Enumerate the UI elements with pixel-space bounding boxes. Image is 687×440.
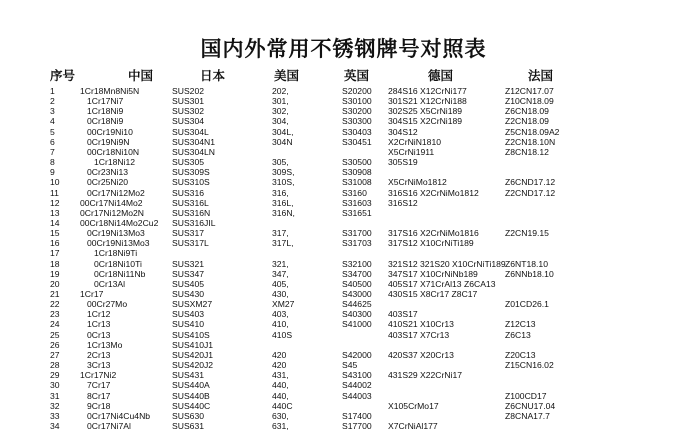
japan-grade-cell: SUS420J2: [172, 360, 214, 371]
france-grade-cell: Z8CNA17.7: [505, 410, 550, 421]
usa-grade-cell: 347,: [272, 268, 289, 279]
uk-grade-cell: S30200: [342, 106, 372, 117]
japan-grade-cell: SUS440C: [172, 400, 211, 411]
germany-grade-cell: 301S21 X12CrNi188: [388, 96, 467, 107]
header-france: 法国: [528, 68, 554, 83]
japan-grade-cell: SUS316: [172, 187, 205, 198]
china-grade-cell: 0Cr19Ni9N: [87, 136, 130, 147]
china-grade-cell: 00Cr18Ni10N: [87, 146, 140, 157]
row-number-cell: 34: [50, 420, 60, 431]
table-row: [0, 96, 687, 106]
uk-grade-cell: S34700: [342, 268, 372, 279]
china-grade-cell: 1Cr18Ni9Ti: [94, 248, 138, 259]
china-grade-cell: 1Cr12: [87, 309, 111, 320]
uk-grade-cell: S43100: [342, 370, 372, 381]
china-grade-cell: 9Cr18: [87, 400, 111, 411]
row-number-cell: 25: [50, 329, 60, 340]
table-row: [0, 167, 687, 177]
china-grade-cell: 3Cr13: [87, 360, 111, 371]
row-number-cell: 26: [50, 339, 60, 350]
uk-grade-cell: S31703: [342, 238, 372, 249]
uk-grade-cell: S40300: [342, 309, 372, 320]
table-row: [0, 147, 687, 157]
china-grade-cell: 00Cr17Ni14Mo2: [80, 197, 143, 208]
germany-grade-cell: 431S29 X22CrNi17: [388, 370, 463, 381]
page-title: 国内外常用不锈钢牌号对照表: [200, 37, 487, 61]
table-row: [0, 340, 687, 350]
table-row: [0, 218, 687, 228]
germany-grade-cell: 302S25 X5CrNi189: [388, 106, 463, 117]
usa-grade-cell: 410S: [272, 329, 293, 340]
japan-grade-cell: SUS316JIL: [172, 217, 216, 228]
germany-grade-cell: 321S12 321S20 X10CrNiTi189: [388, 258, 506, 269]
uk-grade-cell: S30451: [342, 136, 372, 147]
usa-grade-cell: 316,: [272, 187, 289, 198]
japan-grade-cell: SUS410J1: [172, 339, 214, 350]
france-grade-cell: Z5CN18.09A2: [505, 126, 560, 137]
row-number-cell: 14: [50, 217, 60, 228]
germany-grade-cell: 403S17 X7Cr13: [388, 329, 450, 340]
france-grade-cell: Z12C13: [505, 319, 536, 330]
table-row: [0, 309, 687, 319]
uk-grade-cell: S43000: [342, 289, 372, 299]
uk-grade-cell: S30403: [342, 126, 372, 137]
china-grade-cell: 00Cr19Ni10: [87, 126, 133, 137]
uk-grade-cell: S30908: [342, 167, 372, 178]
row-number-cell: 11: [50, 187, 59, 198]
france-grade-cell: Z2CN19.15: [505, 228, 549, 239]
table-row: [0, 269, 687, 279]
japan-grade-cell: SUS304L: [172, 126, 209, 137]
japan-grade-cell: SUS410: [172, 319, 205, 330]
germany-grade-cell: 304S12: [388, 126, 418, 137]
table-row: [0, 299, 687, 309]
usa-grade-cell: 317,: [272, 228, 289, 239]
usa-grade-cell: 420: [272, 349, 287, 360]
china-grade-cell: 00Cr18Ni14Mo2Cu2: [80, 217, 159, 228]
table-row: [0, 279, 687, 289]
table-row: [0, 238, 687, 248]
table-row: [0, 248, 687, 258]
table-row: [0, 198, 687, 208]
row-number-cell: 9: [50, 167, 55, 178]
row-number-cell: 31: [50, 390, 60, 401]
table-row: [0, 411, 687, 421]
china-grade-cell: 1Cr17Ni2: [80, 370, 117, 381]
table-row: [0, 157, 687, 167]
france-grade-cell: Z6CN18.09: [505, 106, 549, 117]
china-grade-cell: 0Cr18Ni9: [87, 116, 124, 127]
japan-grade-cell: SUS304: [172, 116, 205, 127]
usa-grade-cell: 316L,: [272, 197, 294, 208]
france-grade-cell: Z20C13: [505, 349, 536, 360]
usa-grade-cell: 440,: [272, 390, 289, 401]
table-row: [0, 391, 687, 401]
france-grade-cell: Z2CN18.09: [505, 116, 549, 127]
row-number-cell: 23: [50, 309, 60, 320]
japan-grade-cell: SUSXM27: [172, 299, 213, 310]
row-number-cell: 30: [50, 380, 60, 391]
table-row: [0, 319, 687, 329]
row-number-cell: 7: [50, 146, 55, 157]
usa-grade-cell: 301,: [272, 96, 289, 107]
uk-grade-cell: S31651: [342, 207, 372, 218]
row-number-cell: 16: [50, 238, 60, 249]
uk-grade-cell: S31700: [342, 228, 372, 239]
china-grade-cell: 0Cr17Ni12Mo2: [87, 187, 145, 198]
usa-grade-cell: 321,: [272, 258, 289, 269]
row-number-cell: 5: [50, 126, 55, 137]
japan-grade-cell: SUS304N1: [172, 136, 215, 147]
japan-grade-cell: SUS316N: [172, 207, 211, 218]
uk-grade-cell: S40500: [342, 278, 372, 289]
usa-grade-cell: 310S,: [272, 177, 295, 188]
japan-grade-cell: SUS304LN: [172, 146, 215, 157]
japan-grade-cell: SUS410S: [172, 329, 210, 340]
table-row: [0, 116, 687, 126]
germany-grade-cell: 317S16 X2CrNiMo1816: [388, 228, 479, 239]
japan-grade-cell: SUS431: [172, 370, 205, 381]
japan-grade-cell: SUS420J1: [172, 349, 214, 360]
usa-grade-cell: 309S,: [272, 167, 295, 178]
china-grade-cell: 1Cr17: [80, 289, 104, 299]
table-row: [0, 330, 687, 340]
usa-grade-cell: 431,: [272, 370, 289, 381]
japan-grade-cell: SUS347: [172, 268, 205, 279]
china-grade-cell: 1Cr17Ni7: [87, 96, 124, 107]
row-number-cell: 4: [50, 116, 55, 127]
usa-grade-cell: 305,: [272, 157, 289, 168]
japan-grade-cell: SUS430: [172, 289, 205, 299]
japan-grade-cell: SUS309S: [172, 167, 210, 178]
usa-grade-cell: 202,: [272, 86, 289, 96]
usa-grade-cell: 316N,: [272, 207, 295, 218]
uk-grade-cell: S44002: [342, 380, 372, 391]
germany-grade-cell: X7CrNiAl177: [388, 420, 438, 431]
japan-grade-cell: SUS630: [172, 410, 205, 421]
germany-grade-cell: X5CrNi1911: [388, 146, 435, 157]
germany-grade-cell: 420S37 X20Cr13: [388, 349, 454, 360]
germany-grade-cell: 317S12 X10CrNiTi189: [388, 238, 474, 249]
france-grade-cell: Z10CN18.09: [505, 96, 554, 107]
header-no: 序号: [50, 68, 76, 83]
table-row: [0, 127, 687, 137]
france-grade-cell: Z15CN16.02: [505, 360, 554, 371]
japan-grade-cell: SUS202: [172, 86, 205, 96]
france-grade-cell: Z6NT18.10: [505, 258, 548, 269]
row-number-cell: 8: [50, 157, 55, 168]
table-row: [0, 380, 687, 390]
japan-grade-cell: SUS301: [172, 96, 205, 107]
germany-grade-cell: X105CrMo17: [388, 400, 439, 411]
japan-grade-cell: SUS405: [172, 278, 205, 289]
row-number-cell: 2: [50, 96, 55, 107]
china-grade-cell: 0Cr17Ni4Cu4Nb: [87, 410, 151, 421]
uk-grade-cell: S17400: [342, 410, 372, 421]
row-number-cell: 22: [50, 299, 60, 310]
row-number-cell: 19: [50, 268, 60, 279]
china-grade-cell: 7Cr17: [87, 380, 111, 391]
table-row: [0, 228, 687, 238]
row-number-cell: 27: [50, 349, 60, 360]
france-grade-cell: Z6C13: [505, 329, 531, 340]
china-grade-cell: 0Cr23Ni13: [87, 167, 129, 178]
china-grade-cell: 0Cr19Ni13Mo3: [87, 228, 145, 239]
usa-grade-cell: XM27: [272, 299, 295, 310]
china-grade-cell: 0Cr17Ni12Mo2N: [80, 207, 145, 218]
uk-grade-cell: S41000: [342, 319, 372, 330]
uk-grade-cell: S30500: [342, 157, 372, 168]
row-number-cell: 13: [50, 207, 60, 218]
france-grade-cell: Z6CNU17.04: [505, 400, 556, 411]
japan-grade-cell: SUS317L: [172, 238, 209, 249]
china-grade-cell: 00Cr27Mo: [87, 299, 128, 310]
germany-grade-cell: 430S15 X8Cr17 Z8C17: [388, 289, 478, 299]
uk-grade-cell: S17700: [342, 420, 372, 431]
uk-grade-cell: S32100: [342, 258, 372, 269]
usa-grade-cell: 410,: [272, 319, 289, 330]
usa-grade-cell: 630,: [272, 410, 289, 421]
usa-grade-cell: 631,: [272, 420, 289, 431]
germany-grade-cell: 347S17 X10CrNiNb189: [388, 268, 478, 279]
uk-grade-cell: S30100: [342, 96, 372, 107]
japan-grade-cell: SUS440B: [172, 390, 210, 401]
china-grade-cell: 1Cr18Mn8Ni5N: [80, 86, 140, 96]
japan-grade-cell: SUS317: [172, 228, 205, 239]
row-number-cell: 15: [50, 228, 60, 239]
header-usa: 美国: [274, 68, 300, 83]
france-grade-cell: Z6NNb18.10: [505, 268, 554, 279]
china-grade-cell: 0Cr13Al: [94, 278, 126, 289]
usa-grade-cell: 405,: [272, 278, 289, 289]
germany-grade-cell: 410S21 X10Cr13: [388, 319, 454, 330]
row-number-cell: 17: [50, 248, 60, 259]
france-grade-cell: Z12CN17.07: [505, 86, 554, 96]
uk-grade-cell: S3160: [342, 187, 367, 198]
china-grade-cell: 0Cr17Ni7Al: [87, 420, 131, 431]
france-grade-cell: Z100CD17: [505, 390, 547, 401]
row-number-cell: 21: [50, 289, 60, 299]
france-grade-cell: Z01CD26.1: [505, 299, 549, 310]
table-row: [0, 86, 687, 96]
china-grade-cell: 0Cr18Ni11Nb: [94, 268, 146, 279]
usa-grade-cell: 420: [272, 360, 287, 371]
france-grade-cell: Z8CN18.12: [505, 146, 549, 157]
china-grade-cell: 0Cr18Ni10Ti: [94, 258, 142, 269]
germany-grade-cell: 304S15 X2CrNi189: [388, 116, 463, 127]
table-row: [0, 289, 687, 299]
table-row: [0, 401, 687, 411]
uk-grade-cell: S20200: [342, 86, 372, 96]
germany-grade-cell: 405S17 X71CrAl13 Z6CA13: [388, 278, 496, 289]
germany-grade-cell: 284S16 X12CrNi177: [388, 86, 467, 96]
japan-grade-cell: SUS321: [172, 258, 205, 269]
header-germany: 德国: [428, 68, 454, 83]
china-grade-cell: 2Cr13: [87, 349, 111, 360]
row-number-cell: 3: [50, 106, 55, 117]
france-grade-cell: Z2CND17.12: [505, 187, 556, 198]
table-row: [0, 208, 687, 218]
france-grade-cell: Z2CN18.10N: [505, 136, 556, 147]
usa-grade-cell: 440,: [272, 380, 289, 391]
uk-grade-cell: S45: [342, 360, 358, 371]
germany-grade-cell: 316S12: [388, 197, 418, 208]
table-row: [0, 188, 687, 198]
row-number-cell: 24: [50, 319, 60, 330]
header-japan: 日本: [200, 68, 226, 83]
row-number-cell: 10: [50, 177, 60, 188]
uk-grade-cell: S44625: [342, 299, 372, 310]
germany-grade-cell: 316S16 X2CrNiMo1812: [388, 187, 479, 198]
table-row: [0, 106, 687, 116]
usa-grade-cell: 304,: [272, 116, 289, 127]
table-row: [0, 350, 687, 360]
china-grade-cell: 1Cr18Ni9: [87, 106, 124, 117]
table-row: [0, 370, 687, 380]
table-row: [0, 259, 687, 269]
japan-grade-cell: SUS310S: [172, 177, 210, 188]
usa-grade-cell: 317L,: [272, 238, 294, 249]
uk-grade-cell: S30300: [342, 116, 372, 127]
usa-grade-cell: 403,: [272, 309, 289, 320]
usa-grade-cell: 304N: [272, 136, 293, 147]
header-uk: 英国: [344, 68, 370, 83]
china-grade-cell: 1Cr13: [87, 319, 111, 330]
row-number-cell: 32: [50, 400, 60, 411]
header-china: 中国: [128, 68, 154, 83]
uk-grade-cell: S31603: [342, 197, 372, 208]
table-row: [0, 137, 687, 147]
china-grade-cell: 0Cr25Ni20: [87, 177, 129, 188]
china-grade-cell: 1Cr18Ni12: [94, 157, 136, 168]
germany-grade-cell: 305S19: [388, 157, 418, 168]
row-number-cell: 28: [50, 360, 60, 371]
row-number-cell: 33: [50, 410, 60, 421]
row-number-cell: 12: [50, 197, 60, 208]
japan-grade-cell: SUS403: [172, 309, 205, 320]
germany-grade-cell: 403S17: [388, 309, 418, 320]
uk-grade-cell: S44003: [342, 390, 372, 401]
row-number-cell: 20: [50, 278, 60, 289]
china-grade-cell: 8Cr17: [87, 390, 111, 401]
germany-grade-cell: X2CrNiN1810: [388, 136, 442, 147]
china-grade-cell: 00Cr19Ni13Mo3: [87, 238, 150, 249]
china-grade-cell: 0Cr13: [87, 329, 111, 340]
row-number-cell: 18: [50, 258, 60, 269]
germany-grade-cell: X5CrNiMo1812: [388, 177, 447, 188]
table-row: [0, 360, 687, 370]
japan-grade-cell: SUS631: [172, 420, 205, 431]
japan-grade-cell: SUS316L: [172, 197, 209, 208]
france-grade-cell: Z6CND17.12: [505, 177, 556, 188]
row-number-cell: 29: [50, 370, 60, 381]
table-row: [0, 177, 687, 187]
uk-grade-cell: S31008: [342, 177, 372, 188]
table-row: [0, 421, 687, 431]
japan-grade-cell: SUS440A: [172, 380, 210, 391]
usa-grade-cell: 430,: [272, 289, 289, 299]
japan-grade-cell: SUS305: [172, 157, 205, 168]
usa-grade-cell: 304L,: [272, 126, 294, 137]
china-grade-cell: 1Cr13Mo: [87, 339, 123, 350]
usa-grade-cell: 302,: [272, 106, 289, 117]
row-number-cell: 6: [50, 136, 55, 147]
uk-grade-cell: S42000: [342, 349, 372, 360]
japan-grade-cell: SUS302: [172, 106, 205, 117]
row-number-cell: 1: [50, 86, 55, 96]
usa-grade-cell: 440C: [272, 400, 293, 411]
